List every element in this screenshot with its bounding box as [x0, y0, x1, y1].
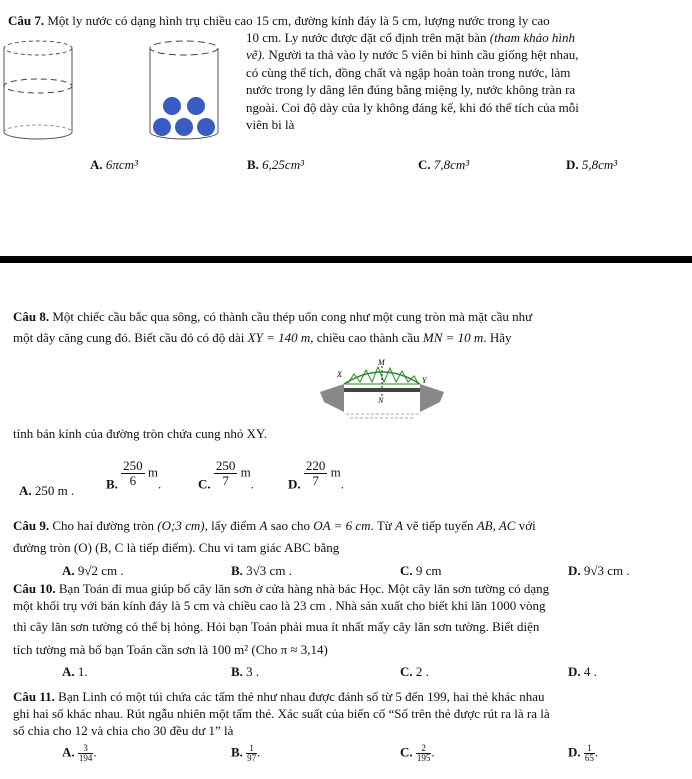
q9-line1: Câu 9. Cho hai đường tròn (O;3 cm), lấy điểm A sao cho OA = 6 cm. Từ A vẽ tiếp tuyến AB, AC với: [13, 518, 536, 533]
q8-option-a[interactable]: A. 250 m .: [19, 483, 75, 498]
q8-line2: một dây căng cung đó. Biết cầu đó có độ dài XY = 140 m, chiều cao thành cầu MN = 10 m. Hãy: [13, 330, 512, 345]
marble-icon: [175, 118, 193, 136]
q9-line2: đường tròn (O) (B, C là tiếp điểm). Chu vi tam giác ABC bằng: [13, 540, 340, 555]
q7-option-d[interactable]: D. 5,8cm³: [566, 157, 618, 172]
glass-marbles-figure: [150, 41, 218, 139]
q10-option-c[interactable]: C. 2 .: [400, 664, 429, 679]
q7-label: Câu 7.: [8, 13, 45, 28]
marble-icon: [197, 118, 215, 136]
q11-option-a[interactable]: A. $\frac{3}{194}$ .: [62, 743, 97, 763]
q10-line2: một khối trụ với bán kính đáy là 5 cm và chiều cao là 23 cm . Nhà sản xuất cho biết khi lăn 1000 vòng: [13, 598, 546, 613]
q9-option-c[interactable]: C. 9 cm: [400, 563, 442, 578]
q10-line1: Câu 10. Bạn Toán đi mua giúp bố cây lăn sơn ở cửa hàng nhà bác Học. Một cây lăn sơn tường có dạng: [13, 581, 550, 596]
marble-icon: [163, 97, 181, 115]
point-n-label: N: [378, 396, 384, 405]
q10-option-d[interactable]: D. 4 .: [568, 664, 597, 679]
marble-icon: [153, 118, 171, 136]
q11-line3: số chia cho 12 và chia cho 30 đều dư 1” là: [13, 723, 234, 738]
q8-option-d[interactable]: D. $\frac{220}{7}$ m.: [288, 458, 345, 492]
q11-option-c[interactable]: C. $\frac{2}{195}$ .: [400, 743, 435, 763]
q7-text-3a: vẽ).: [246, 47, 266, 62]
q7-line7: viên bi là: [246, 117, 295, 132]
q7-text-1: Một ly nước có dạng hình trụ chiều cao 15 cm, đường kính đáy là 5 cm, lượng nước trong ly cao: [47, 13, 550, 28]
q7-line5: nước trong ly dâng lên đúng bằng miệng ly, nước không tràn ra: [246, 82, 576, 97]
q7-line4: có cùng thể tích, đồng chất và ngập hoàn toàn trong nước, làm: [246, 65, 571, 80]
q10-option-a[interactable]: A. 1.: [62, 664, 88, 679]
section-separator: [0, 256, 692, 263]
q7-text-3b: Người ta thả vào ly nước 5 viên bi hình cầu giống hệt nhau,: [265, 47, 579, 62]
q11-option-d[interactable]: D. $\frac{1}{65}$ .: [568, 743, 599, 763]
q9-label: Câu 9.: [13, 518, 50, 533]
q11-label: Câu 11.: [13, 689, 55, 704]
q11-line2: ghi hai số khác nhau. Rút ngẫu nhiên một tấm thẻ. Xác suất của biến cố “Số trên thẻ được rút ra là ra là: [13, 706, 550, 721]
q8-label: Câu 8.: [13, 309, 50, 324]
q7-line2: [246, 30, 575, 46]
q11-option-b[interactable]: B. $\frac{1}{97}$ .: [231, 743, 261, 763]
q7-figure: [0, 28, 232, 153]
q7-option-b[interactable]: B. 6,25cm³: [247, 157, 304, 172]
q10-option-b[interactable]: B. 3 .: [231, 664, 260, 679]
q10-label: Câu 10.: [13, 581, 56, 596]
q7-text-2a: 10 cm. Ly nước được đặt cố định trên mặt bàn: [246, 30, 490, 45]
q9-option-d[interactable]: D. 9√3 cm .: [568, 563, 630, 578]
q9-option-b[interactable]: B. 3√3 cm .: [231, 563, 292, 578]
q7-text-2b: (tham khảo hình: [489, 30, 575, 45]
q7-line1: [8, 13, 550, 29]
point-m-label: M: [378, 358, 385, 367]
q10-line3: thì cây lăn sơn tường có thể bị hỏng. Hỏi bạn Toán phải mua ít nhất mấy cây lăn sơn tường. Biết diện: [13, 619, 540, 634]
q8-line1: Câu 8. Một chiếc cầu bắc qua sông, có thành cầu thép uốn cong như một cung tròn mà mặt cầu như: [13, 309, 533, 324]
q7-option-c[interactable]: C. 7,8cm³: [418, 157, 470, 172]
marble-icon: [187, 97, 205, 115]
q8-option-b[interactable]: B. $\frac{250}{6}$ m.: [106, 458, 162, 492]
q7-line3: [246, 47, 579, 63]
q8-option-c[interactable]: C. $\frac{250}{7}$ m.: [198, 458, 255, 492]
q7-option-a[interactable]: A. 6πcm³: [90, 157, 138, 172]
point-y-label: Y: [422, 376, 427, 385]
point-x-label: X: [337, 370, 342, 379]
q11-line1: Câu 11. Bạn Linh có một túi chứa các tấm thẻ như nhau được đánh số từ 5 đến 199, hai thẻ khác nhau: [13, 689, 545, 704]
glass-water-figure: [4, 41, 72, 139]
q10-line4: tích tường mà bố bạn Toán cần sơn là 100 m² (Cho π ≈ 3,14): [13, 642, 328, 657]
q8-line3: tính bán kính của đường tròn chứa cung nhỏ XY.: [13, 426, 267, 441]
q7-line6: ngoài. Coi độ dày của ly không đáng kể, khi đó thể tích của mỗi: [246, 100, 579, 115]
q9-option-a[interactable]: A. 9√2 cm .: [62, 563, 124, 578]
q8-bridge-figure: [318, 354, 446, 426]
